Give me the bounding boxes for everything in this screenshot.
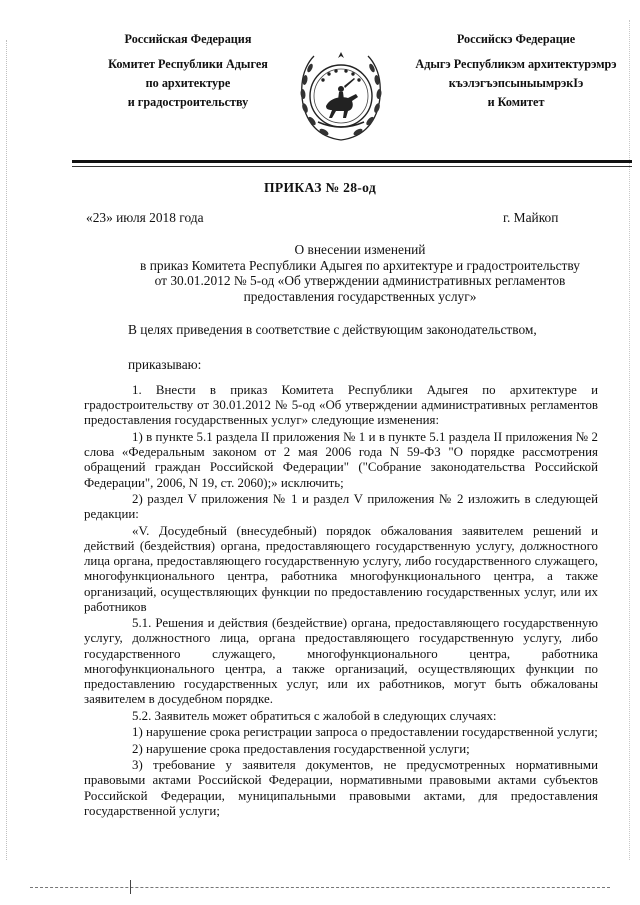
scan-bottom-mark — [130, 880, 131, 894]
subject-line: от 30.01.2012 № 5-од «Об утверждении административных регламентов — [154, 273, 566, 288]
order-date: «23» июля 2018 года — [86, 210, 204, 225]
letterhead-russian — [78, 30, 298, 112]
body-paragraph: «V. Досудебный (внесудебный) порядок обжалования заявителем решений и действий (бездействия) органа, предоставляющего государственную услугу, должностного лица органа, предоставляющего государственную услугу, либо государственного служащего, многофункционального центра, работника многофункционального центра, а также организаций, осуществляющих функции по предоставлению государственных услуг, или их работников — [84, 523, 598, 614]
subject-line: в приказ Комитета Республики Адыгея по архитектуре и градостроительству — [140, 257, 580, 273]
order-verb: приказываю: — [128, 357, 202, 372]
subject-line: О внесении изменений — [294, 242, 426, 257]
letterhead-line: Российскэ Федерацие — [456, 32, 576, 46]
order-body — [84, 383, 598, 820]
letterhead-line: по архитектуре — [145, 76, 231, 90]
subject-line: предоставления государственных услуг» — [243, 288, 477, 304]
order-number: ПРИКАЗ № 28-од — [263, 180, 377, 195]
body-paragraph: 1) нарушение срока регистрации запроса о предоставлении государственной услуги; — [132, 725, 598, 740]
body-paragraph: 2) раздел V приложения № 1 и раздел V приложения № 2 изложить в следующей редакции: — [84, 492, 598, 522]
letterhead-line: къэлэгъэпсыныымрэкІэ — [448, 76, 584, 90]
scan-edge-artifact — [629, 20, 630, 860]
letterhead-line: и градостроительству — [127, 95, 249, 109]
scan-edge-artifact — [6, 40, 7, 860]
letterhead-line: и Комитет — [487, 95, 545, 109]
preamble: В целях приведения в соответствие с действующим законодательством, — [128, 322, 537, 337]
body-paragraph: 5.1. Решения и действия (бездействие) органа, предоставляющего государственную услугу, должностного лица, органа предоставляющего государственную услугу, либо государственного служащего, многофункционального центра, работника многофункционального центра, а также организаций, осуществляющих функции по предоставлению государственных услуг, или их работников, могут быть обжалованы заявителем в досудебном порядке. — [84, 616, 598, 707]
letterhead-line: Российская Федерация — [124, 32, 252, 46]
body-paragraph: 1. Внести в приказ Комитета Республики Адыгея по архитектуре и градостроительству от 30.01.2012 № 5-од «Об утверждении административных регламентов предоставления государственных услуг» следующие изменения: — [84, 383, 598, 428]
body-paragraph: 1) в пункте 5.1 раздела II приложения № 1 и в пункте 5.1 раздела II приложения № 2 слова «Федеральным законом от 2 мая 2006 года N 59-ФЗ "О порядке рассмотрения обращений граждан Российской Федерации" ("Собрание законодательства Российской Федерации", 2006, N 19, ст. 2060);» исключить; — [84, 429, 598, 490]
coat-of-arms-icon — [296, 48, 386, 144]
letterhead-line: Комитет Республики Адыгея — [108, 57, 268, 71]
order-title — [0, 180, 640, 196]
body-paragraph: 5.2. Заявитель может обратиться с жалобой в следующих случаях: — [132, 708, 497, 723]
body-paragraph: 2) нарушение срока предоставления государственной услуги; — [132, 741, 470, 756]
letterhead-divider-thin — [72, 166, 632, 167]
letterhead-line: Адыгэ Республикэм архитектурэмрэ — [415, 57, 617, 71]
letterhead-adyghe — [396, 30, 636, 112]
order-city: г. Майкоп — [503, 210, 559, 225]
scan-bottom-edge — [30, 887, 610, 888]
order-subject — [80, 242, 640, 304]
letterhead-divider — [72, 160, 632, 163]
body-paragraph: 3) требование у заявителя документов, не предусмотренных нормативными правовыми актами Российской Федерации, нормативными правовыми актами субъектов Российской Федерации, муниципальными правовыми актами, для предоставления государственной услуги; — [84, 758, 598, 818]
